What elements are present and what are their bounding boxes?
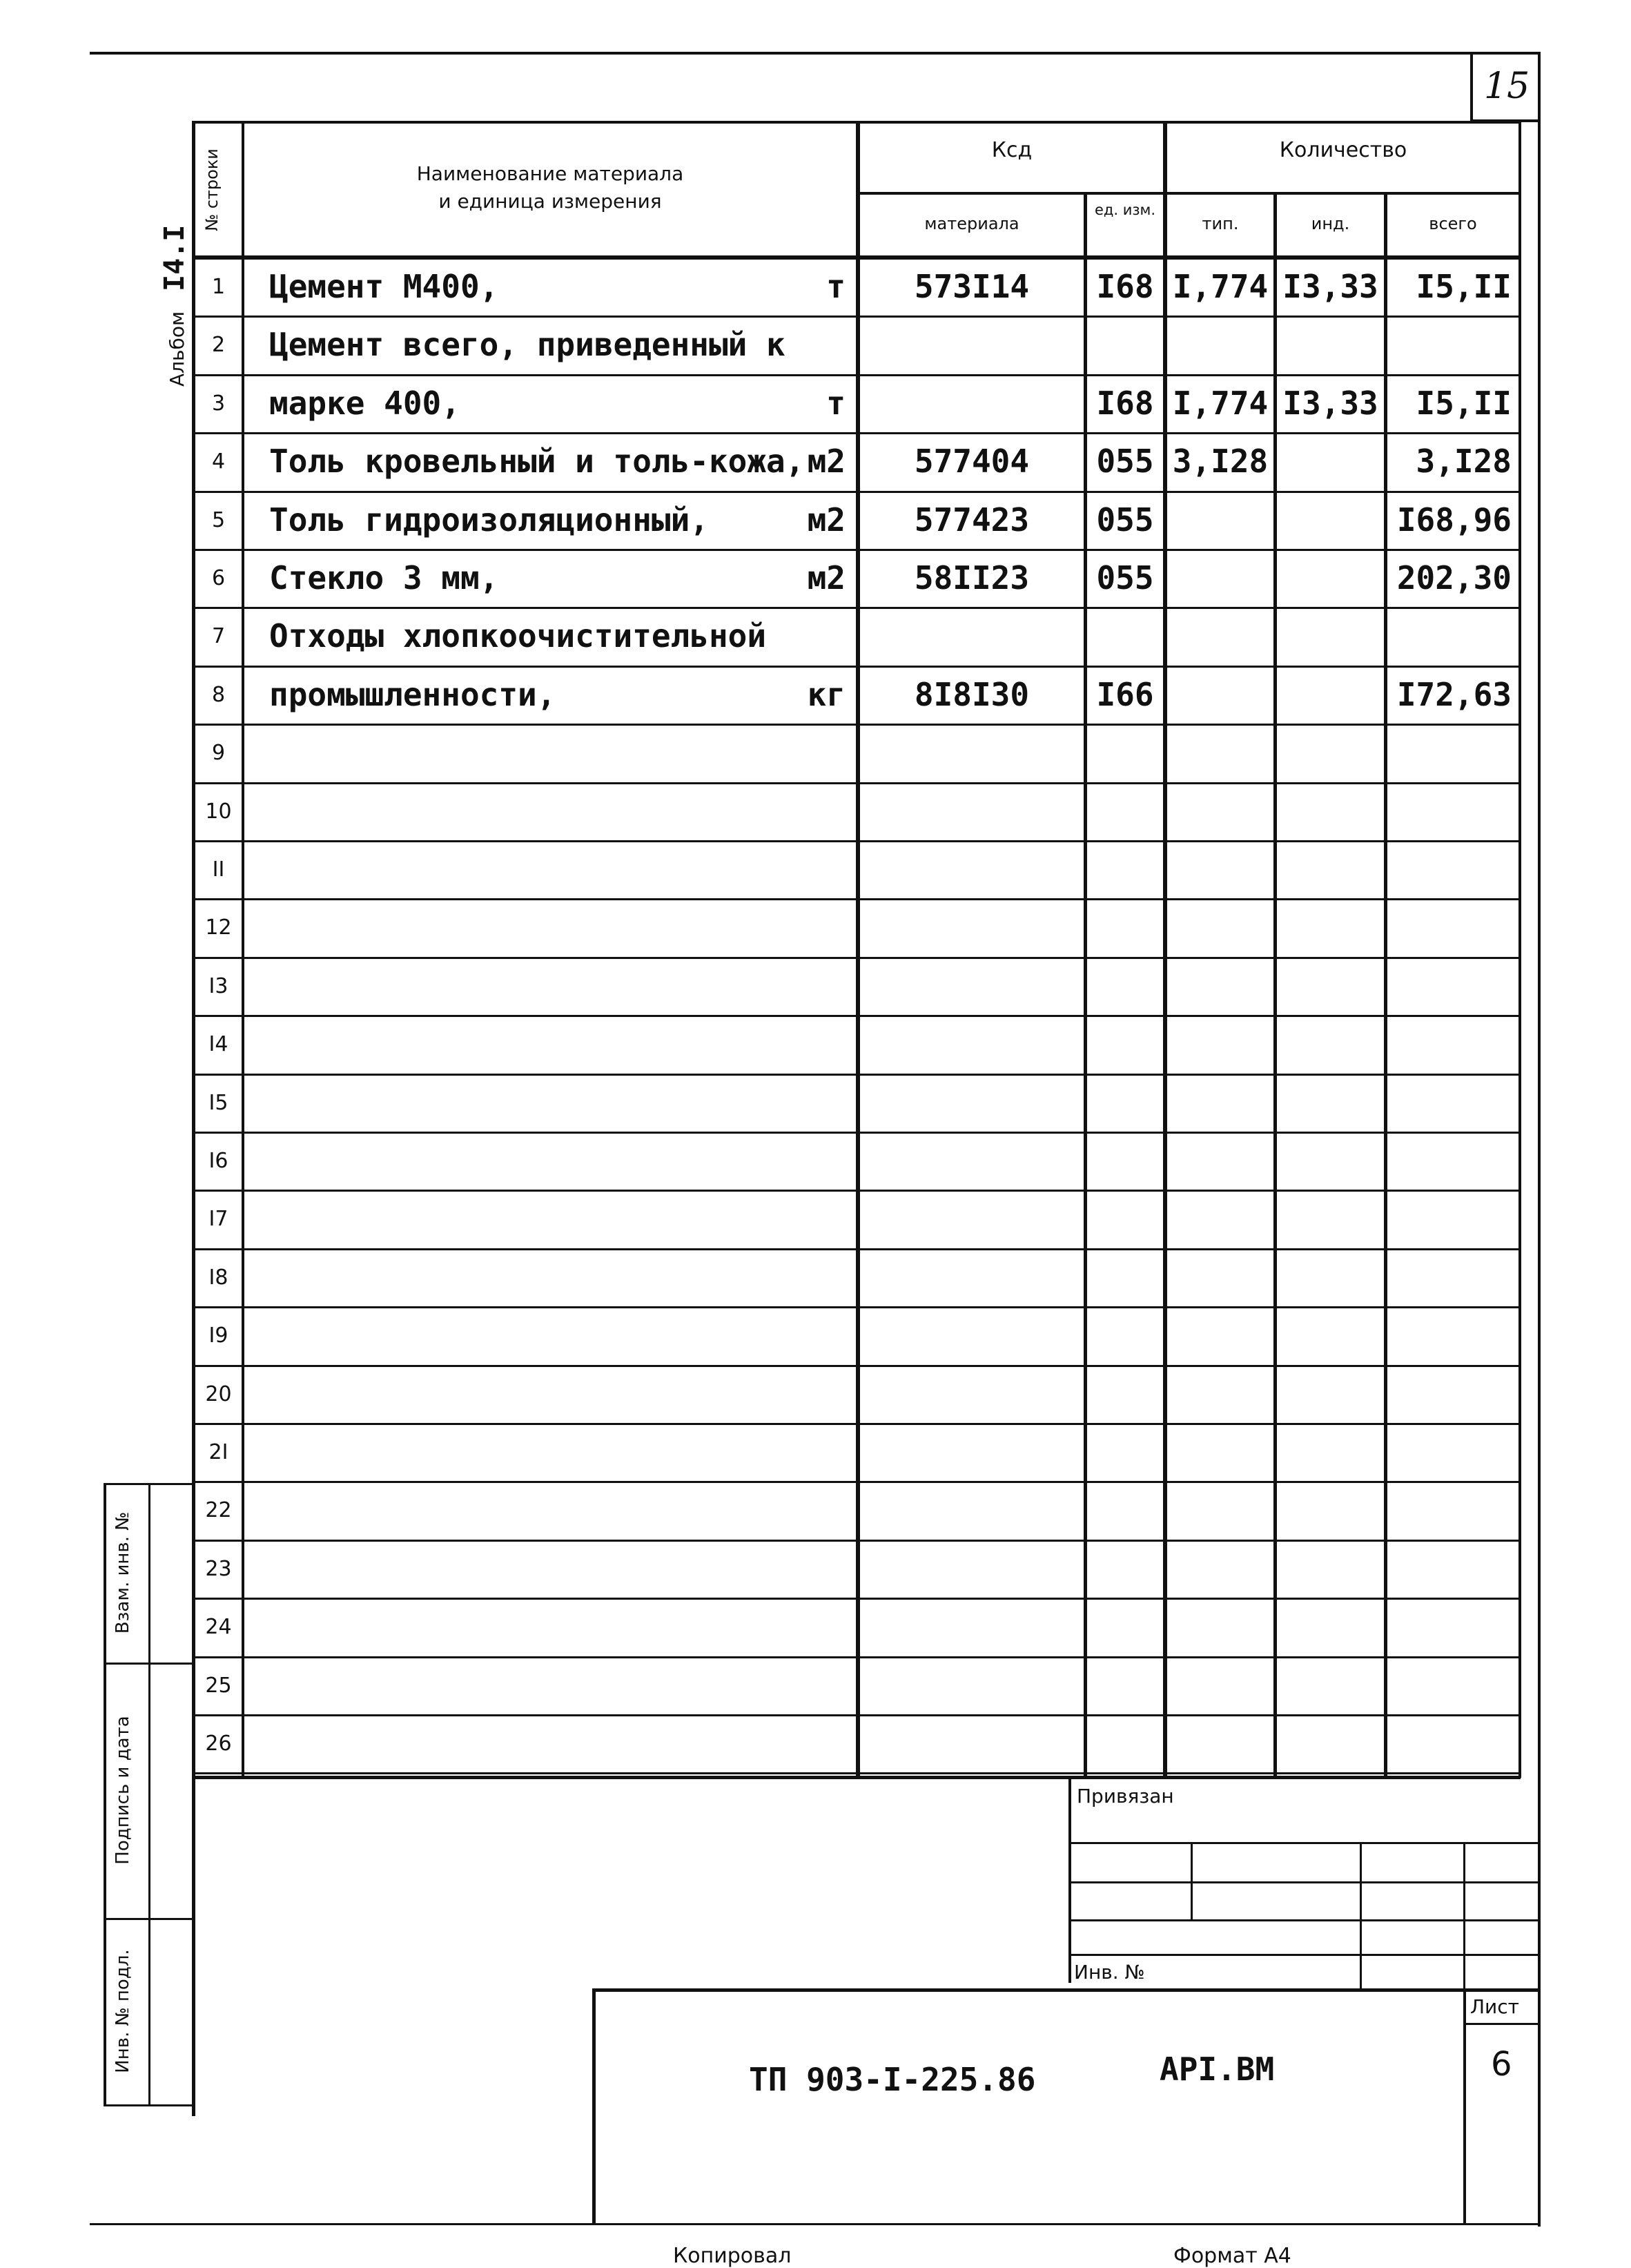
table-row: [0, 842, 1631, 900]
row-number: 10: [205, 799, 232, 824]
side-vzam: Взам. инв. №: [113, 1511, 133, 1634]
row-number: 1: [211, 275, 226, 299]
unit-code: I68: [1096, 268, 1154, 305]
qty-ind: I3,33: [1282, 385, 1378, 422]
table-row: [0, 1658, 1631, 1716]
material-unit: м2: [807, 559, 846, 597]
stamp-col-a: [1191, 1842, 1193, 1921]
stamp-col-c: [1463, 1842, 1465, 1990]
header-name-line1: Наименование материала: [416, 162, 684, 185]
header-top-line: [192, 121, 1521, 124]
material-name: марке 400,: [269, 385, 460, 422]
row-number: 6: [211, 566, 226, 590]
row-number: II: [212, 857, 225, 882]
material-code: 58II23: [914, 559, 1030, 597]
qty-tip: 3,I28: [1172, 443, 1269, 480]
qty-total: I68,96: [1396, 501, 1512, 539]
sheet-corner-number: 15: [1484, 66, 1530, 107]
row-number: 25: [205, 1674, 232, 1698]
row-number: 4: [211, 449, 226, 474]
table-row: [0, 551, 1631, 609]
material-unit: т: [826, 385, 846, 422]
stamp-inner-line3: [1068, 1919, 1539, 1921]
row-number: 20: [205, 1382, 232, 1406]
header-tip: тип.: [1202, 214, 1239, 233]
stamp-list-number: 6: [1491, 2045, 1512, 2084]
stamp-inner-line4: [1068, 1954, 1539, 1956]
corner-box-left: [1470, 52, 1473, 121]
outer-bottom-line: [90, 2223, 1541, 2225]
footer-format: Формат А4: [1173, 2244, 1291, 2268]
table-row: [0, 1367, 1631, 1425]
row-number: 12: [205, 915, 232, 940]
list-box-divider: [1463, 2023, 1539, 2025]
qty-tip: I,774: [1172, 268, 1269, 305]
table-row: [0, 376, 1631, 434]
row-number: 2: [211, 333, 226, 357]
header-total: всего: [1429, 214, 1477, 233]
stamp-col-b: [1360, 1842, 1362, 1990]
row-number: 8: [211, 683, 226, 707]
material-unit: кг: [807, 676, 846, 713]
row-number: I3: [208, 974, 228, 998]
unit-code: 055: [1096, 501, 1154, 539]
table-row: [0, 318, 1631, 376]
table-row: [0, 726, 1631, 784]
title-block-left: [592, 1988, 596, 2225]
unit-code: 055: [1096, 559, 1154, 597]
table-row: [0, 784, 1631, 842]
header-material: материала: [924, 214, 1019, 233]
table-row: [0, 1716, 1631, 1774]
side-podpis: Подпись и дата: [113, 1716, 133, 1865]
qty-total: I72,63: [1396, 676, 1512, 713]
table-row: [0, 900, 1631, 958]
stamp-list-label: Лист: [1470, 1995, 1519, 2018]
stamp-privyazan: Привязан: [1077, 1785, 1174, 1807]
material-code: 8I8I30: [914, 676, 1030, 713]
row-number: 9: [211, 741, 226, 765]
row-number: 23: [205, 1557, 232, 1581]
table-row: [0, 1134, 1631, 1192]
table-row: [0, 1542, 1631, 1600]
side-stamp-div2: [104, 1918, 193, 1920]
unit-code: I66: [1096, 676, 1154, 713]
table-row: [0, 1308, 1631, 1366]
material-unit: м2: [807, 443, 846, 480]
side-stamp-div1: [104, 1663, 193, 1665]
table-row: [0, 1192, 1631, 1250]
row-number: I8: [208, 1266, 228, 1290]
stamp-doc-section: АРI.ВМ: [1160, 2051, 1275, 2088]
table-row: [0, 1425, 1631, 1483]
material-unit: т: [826, 268, 846, 305]
qty-total: 202,30: [1396, 559, 1512, 597]
side-stamp-mid: [148, 1483, 150, 2106]
stamp-block-left: [1068, 1776, 1071, 1983]
row-number: 5: [211, 508, 226, 532]
row-number: 2I: [208, 1440, 228, 1464]
qty-total: 3,I28: [1416, 443, 1512, 480]
row-number: 26: [205, 1732, 232, 1756]
header-ksd: Ксд: [991, 138, 1033, 162]
table-row: [0, 1076, 1631, 1134]
stamp-inv-no: Инв. №: [1074, 1961, 1145, 1984]
side-stamp-left: [104, 1483, 106, 2106]
material-name: Толь кровельный и толь-кожа,: [269, 443, 805, 480]
table-row: [0, 434, 1631, 492]
material-name: Цемент М400,: [269, 268, 499, 305]
material-code: 573I14: [914, 268, 1030, 305]
table-row: [0, 1600, 1631, 1658]
row-number: I6: [208, 1149, 228, 1173]
header-ind: инд.: [1311, 214, 1350, 233]
album-label-text: Альбом: [166, 311, 188, 387]
table-row: [0, 1250, 1631, 1308]
title-block-top: [592, 1988, 1539, 1992]
table-row: [0, 668, 1631, 726]
material-name: Толь гидроизоляционный,: [269, 501, 709, 539]
qty-tip: I,774: [1172, 385, 1269, 422]
material-name: Стекло 3 мм,: [269, 559, 499, 597]
table-row: [0, 609, 1631, 667]
row-number: I7: [208, 1207, 228, 1231]
row-number: 3: [211, 391, 226, 416]
side-stamp-bottom: [104, 2104, 193, 2106]
material-code: 577423: [914, 501, 1030, 539]
header-name-line2: и единица измерения: [438, 190, 662, 213]
qty-ind: I3,33: [1282, 268, 1378, 305]
album-number: I4.I: [159, 224, 191, 292]
row-number: 22: [205, 1498, 232, 1522]
footer-kopiroval: Копировал: [673, 2244, 792, 2268]
row-number: 24: [205, 1615, 232, 1639]
qty-total: I5,II: [1416, 268, 1512, 305]
row-number: I5: [208, 1091, 228, 1115]
row-number: I9: [208, 1324, 228, 1348]
table-row: [0, 260, 1631, 318]
header-unit: ед. изм.: [1094, 202, 1156, 218]
material-name: промышленности,: [269, 676, 556, 713]
stamp-inner-line1: [1068, 1842, 1539, 1844]
unit-code: I68: [1096, 385, 1154, 422]
outer-top-line: [90, 52, 1539, 55]
material-name: Цемент всего, приведенный к: [269, 326, 785, 363]
qty-total: I5,II: [1416, 385, 1512, 422]
table-bottom-line: [192, 1776, 1521, 1779]
row-number: 7: [211, 624, 226, 648]
table-row: [0, 493, 1631, 551]
stamp-doc-code: ТП 903-I-225.86: [749, 2061, 1036, 2098]
material-unit: м2: [807, 501, 846, 539]
table-row: [0, 1483, 1631, 1541]
unit-code: 055: [1096, 443, 1154, 480]
side-inv-podl: Инв. № подл.: [113, 1949, 133, 2073]
header-row-no: № строки: [202, 148, 222, 231]
stamp-inner-line2: [1068, 1881, 1539, 1883]
header-mid-line: [856, 192, 1521, 195]
header-quantity: Количество: [1279, 138, 1407, 162]
table-row: [0, 1017, 1631, 1075]
material-code: 577404: [914, 443, 1030, 480]
material-name: Отходы хлопкоочистительной: [269, 617, 767, 655]
row-number: I4: [208, 1032, 228, 1056]
table-row: [0, 959, 1631, 1017]
